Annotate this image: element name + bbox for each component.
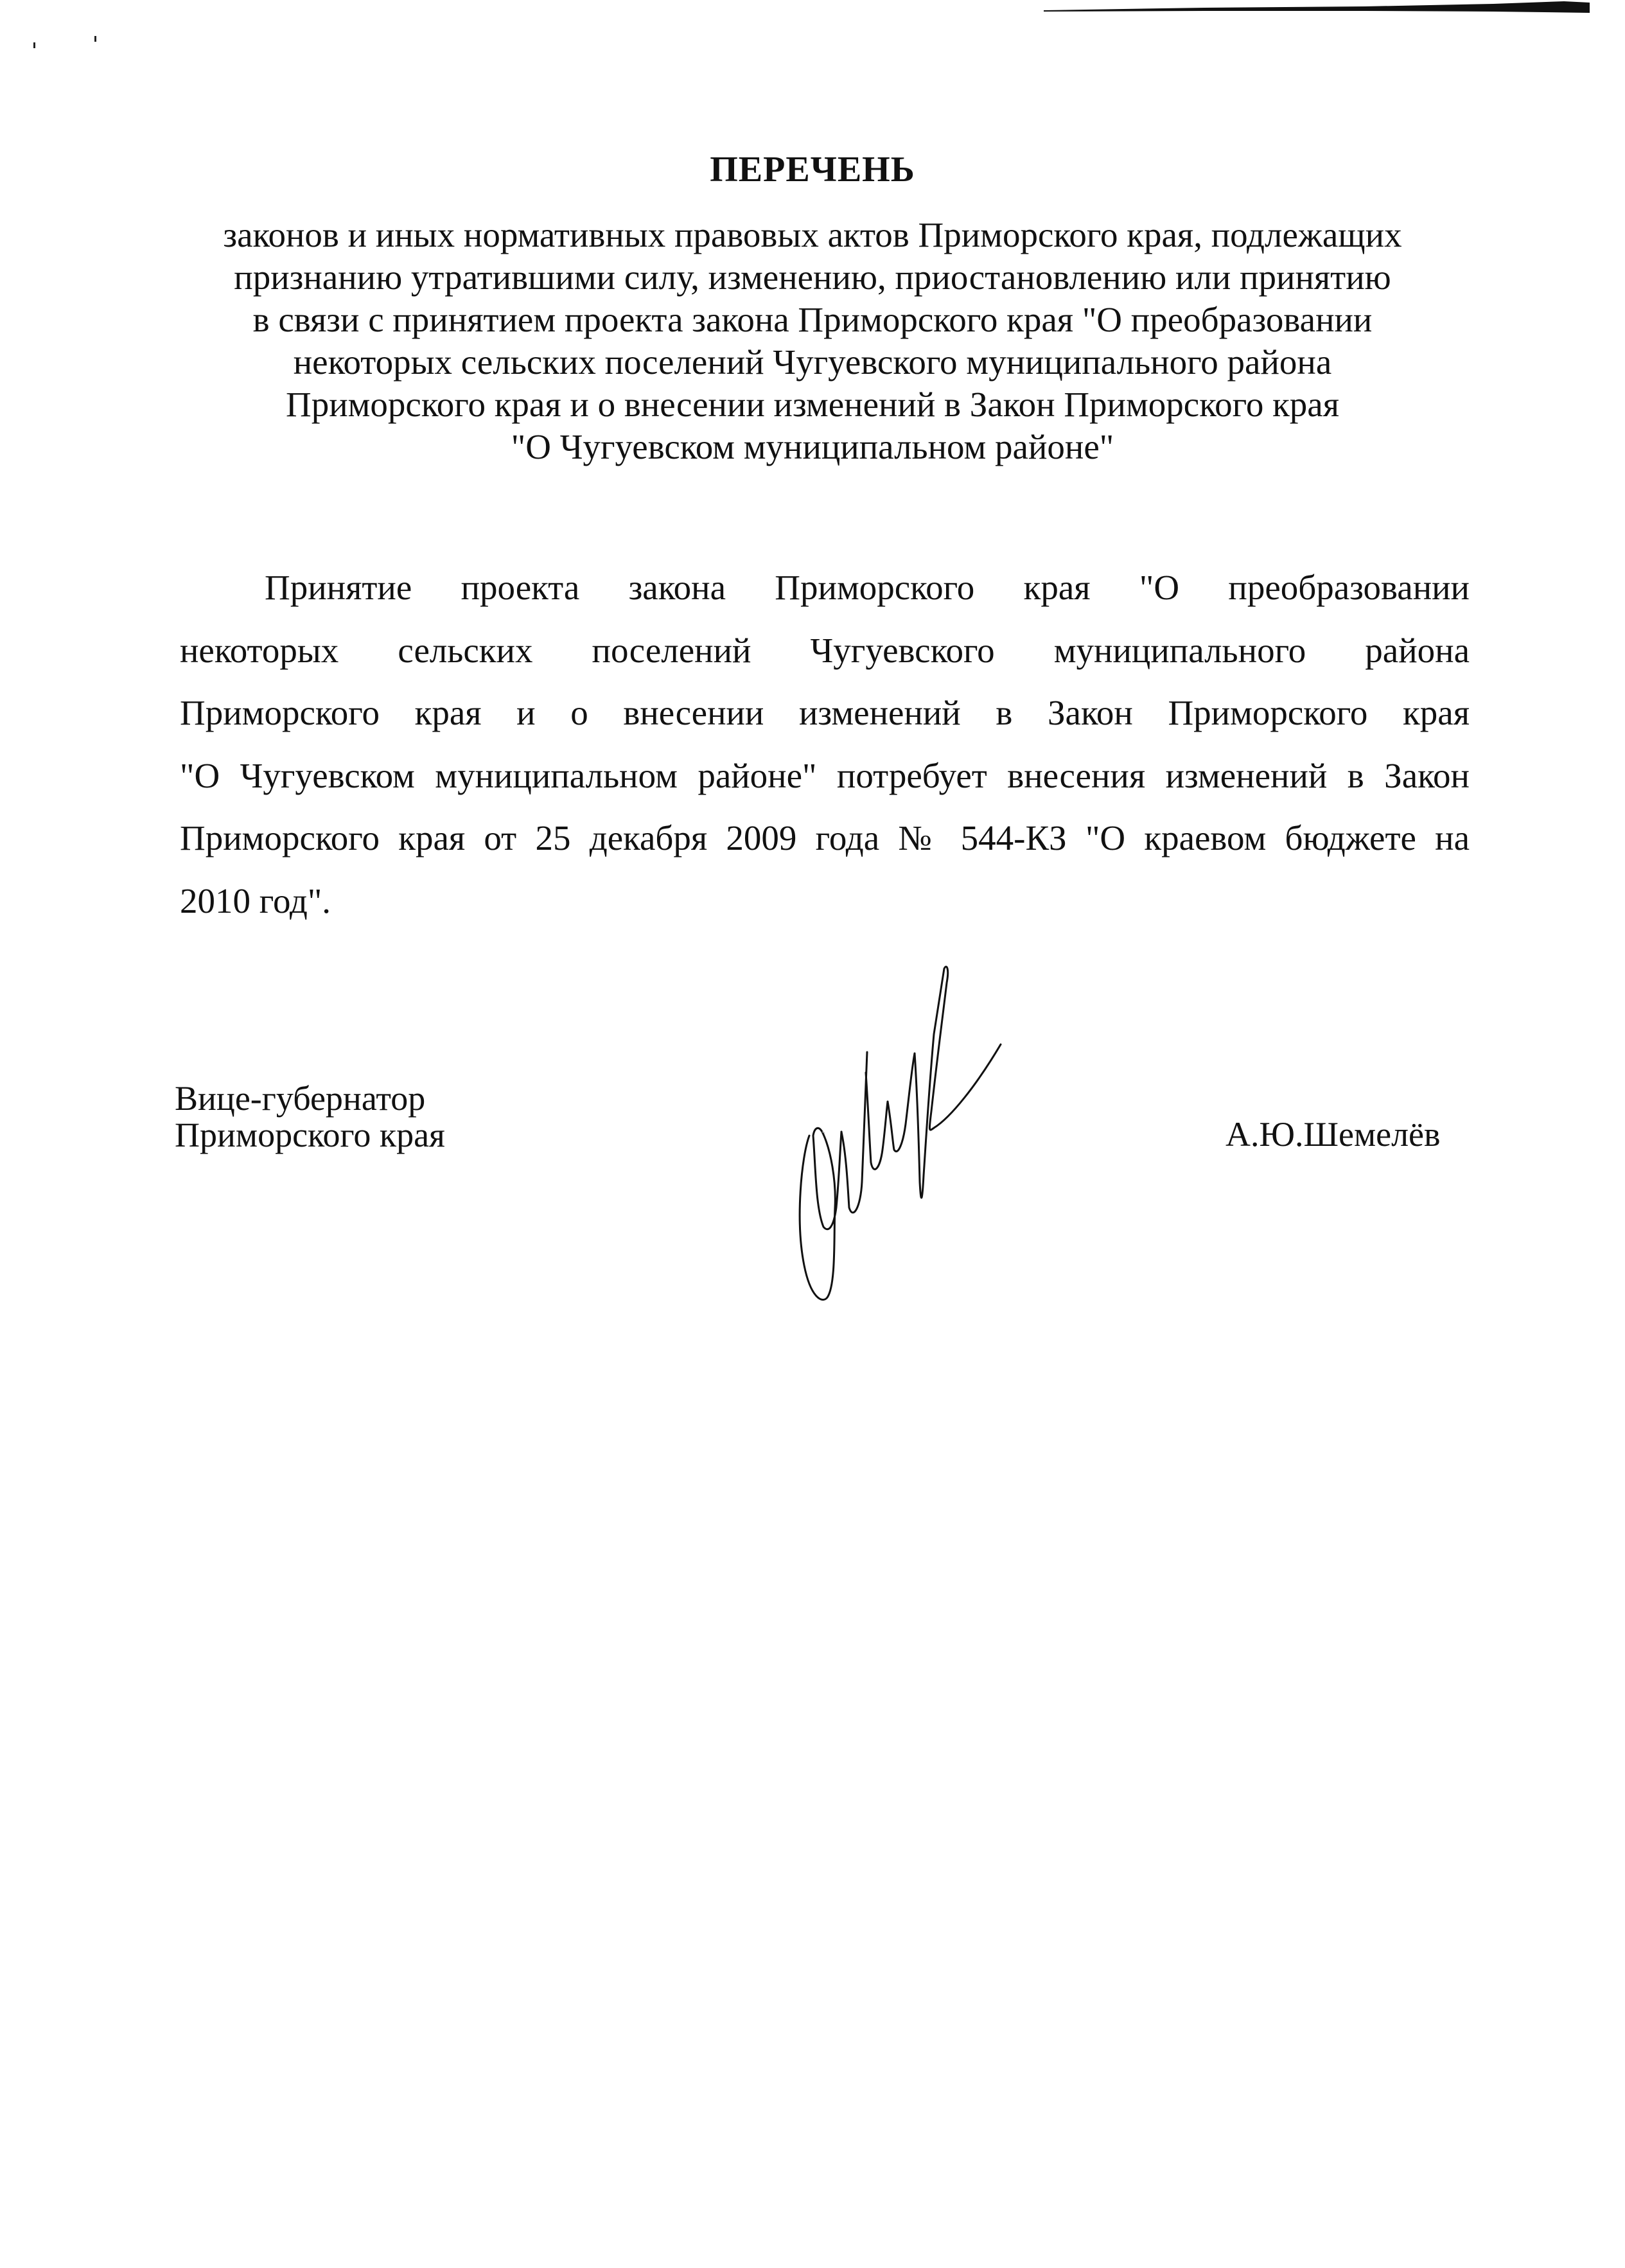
signatory-title: [175, 1080, 445, 1154]
signatory-title-line: Вице-губернатор: [175, 1079, 426, 1118]
subtitle-line: некоторых сельских поселений Чугуевского муниципального района: [293, 342, 1332, 382]
subtitle-line: признанию утратившими силу, изменению, приостановлению или принятию: [234, 258, 1391, 297]
scan-speck: [33, 42, 35, 48]
document-heading: ПЕРЕЧЕНЬ: [710, 150, 915, 189]
body-line: Приморского края и о внесении изменений в Закон Приморского края: [180, 693, 1470, 732]
subtitle-line: в связи с принятием проекта закона Приморского края "О преобразовании: [252, 300, 1373, 339]
subtitle-line: "О Чугуевском муниципальном районе": [511, 427, 1114, 466]
body-line: 2010 год".: [180, 881, 331, 920]
signatory-name: А.Ю.Шемелёв: [1225, 1115, 1441, 1154]
subtitle-line: законов и иных нормативных правовых актов Приморского края, подлежащих: [223, 215, 1402, 254]
signatory-title-line: Приморского края: [175, 1116, 445, 1154]
document-subtitle: [161, 214, 1464, 468]
body-line: Принятие проекта закона Приморского края "О преобразовании: [265, 568, 1470, 607]
body-line: "О Чугуевском муниципальном районе" потребует внесения изменений в Закон: [180, 755, 1470, 795]
subtitle-line: Приморского края и о внесении изменений в Закон Приморского края: [285, 385, 1340, 424]
scan-speck: [94, 36, 96, 42]
body-line: Приморского края от 25 декабря 2009 года № 544-КЗ "О краевом бюджете на: [180, 818, 1470, 857]
handwritten-signature: [796, 963, 1208, 1310]
body-paragraph: [180, 556, 1470, 932]
body-line: некоторых сельских поселений Чугуевского муниципального района: [180, 630, 1470, 670]
scan-artifact-stroke: [1044, 1, 1590, 15]
